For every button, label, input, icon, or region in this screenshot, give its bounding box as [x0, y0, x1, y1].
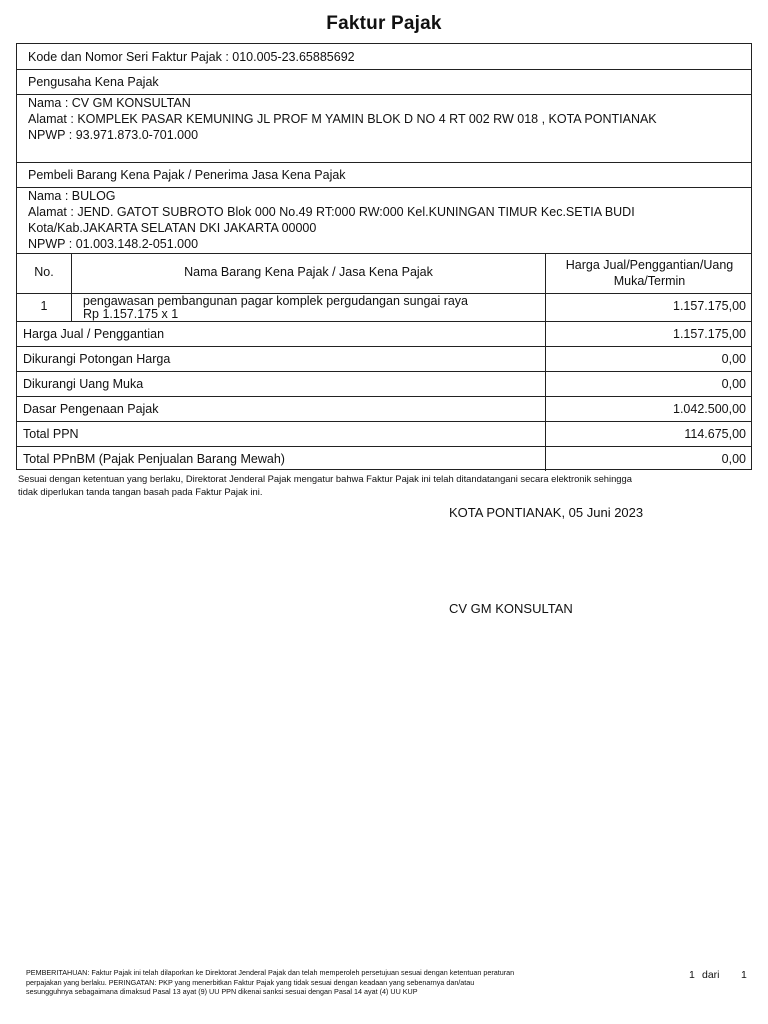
seller-name: Nama : CV GM KONSULTAN [28, 96, 191, 110]
divider [17, 446, 751, 447]
item-amount: 1.157.175,00 [673, 299, 746, 313]
document-title: Faktur Pajak [326, 13, 442, 34]
page-current: 1 [689, 969, 695, 981]
place-date: KOTA PONTIANAK, 05 Juni 2023 [449, 505, 644, 520]
divider [17, 69, 751, 70]
buyer-address-line1: Alamat : JEND. GATOT SUBROTO Blok 000 No.49 RT:000 RW:000 Kel.KUNINGAN TIMUR Kec.SETIA BUDI [28, 205, 635, 219]
column-header-no: No. [34, 265, 54, 279]
invoice-serial: Kode dan Nomor Seri Faktur Pajak : 010.005-23.65885692 [28, 50, 355, 64]
signer-company: CV GM KONSULTAN [449, 601, 573, 616]
total-label: Dasar Pengenaan Pajak [23, 402, 159, 416]
divider [17, 421, 751, 422]
total-value: 114.675,00 [684, 427, 746, 441]
total-value: 0,00 [721, 352, 746, 366]
buyer-address-line2: Kota/Kab.JAKARTA SELATAN DKI JAKARTA 00000 [28, 221, 317, 235]
e-signature-statement-line2: tidak diperlukan tanda tangan basah pada Faktur Pajak ini. [18, 486, 263, 497]
item-description-line1: pengawasan pembangunan pagar komplek pergudangan sungai raya [83, 294, 469, 308]
column-header-name: Nama Barang Kena Pajak / Jasa Kena Pajak [184, 265, 433, 279]
total-value: 0,00 [721, 452, 746, 466]
divider [17, 346, 751, 347]
total-label: Total PPnBM (Pajak Penjualan Barang Mewah) [23, 452, 285, 466]
page-separator: dari [702, 969, 720, 981]
total-label: Total PPN [23, 427, 79, 441]
total-label: Dikurangi Potongan Harga [23, 352, 171, 366]
column-header-price-line1: Harga Jual/Penggantian/Uang [565, 258, 734, 272]
buyer-npwp: NPWP : 01.003.148.2-051.000 [28, 237, 199, 251]
seller-address: Alamat : KOMPLEK PASAR KEMUNING JL PROF M YAMIN BLOK D NO 4 RT 002 RW 018 , KOTA PONTIANAK [28, 112, 657, 126]
buyer-name: Nama : BULOG [28, 189, 116, 203]
column-header-price-line2: Muka/Termin [613, 274, 686, 288]
divider [17, 253, 751, 254]
seller-heading: Pengusaha Kena Pajak [28, 75, 159, 89]
divider [17, 371, 751, 372]
footer-notice: PEMBERITAHUAN: Faktur Pajak ini telah dilaporkan ke Direktorat Jenderal Pajak dan telah memperoleh persetujuan sesuai dengan ketentuan peraturan perpajakan yang berlaku. PERINGATAN: PKP yang menerbitkan Faktur Pajak yang tidak sesuai dengan keadaan yang sebenarnya dan/atau sesungguhnya sebagaimana dimaksud Pasal 13 ayat (9) UU PPN dikenai sanksi sesuai dengan Pasal 14 ayat (4) UU KUP [26, 968, 515, 996]
e-signature-statement-line1: Sesuai dengan ketentuan yang berlaku, Direktorat Jenderal Pajak mengatur bahwa Faktur Pajak ini telah ditandatangani secara elektronik sehingga [18, 473, 632, 484]
item-description-line2: Rp 1.157.175 x 1 [83, 307, 179, 321]
invoice-table [16, 43, 752, 470]
seller-npwp: NPWP : 93.971.873.0-701.000 [28, 128, 199, 142]
total-value: 1.157.175,00 [673, 327, 746, 341]
total-label: Dikurangi Uang Muka [23, 377, 144, 391]
page-total: 1 [741, 969, 747, 981]
divider [17, 162, 751, 163]
item-no: 1 [40, 299, 48, 313]
total-value: 1.042.500,00 [673, 402, 746, 416]
divider [17, 187, 751, 188]
buyer-heading: Pembeli Barang Kena Pajak / Penerima Jasa Kena Pajak [28, 168, 346, 182]
total-label: Harga Jual / Penggantian [23, 327, 165, 341]
divider [17, 396, 751, 397]
total-value: 0,00 [721, 377, 746, 391]
